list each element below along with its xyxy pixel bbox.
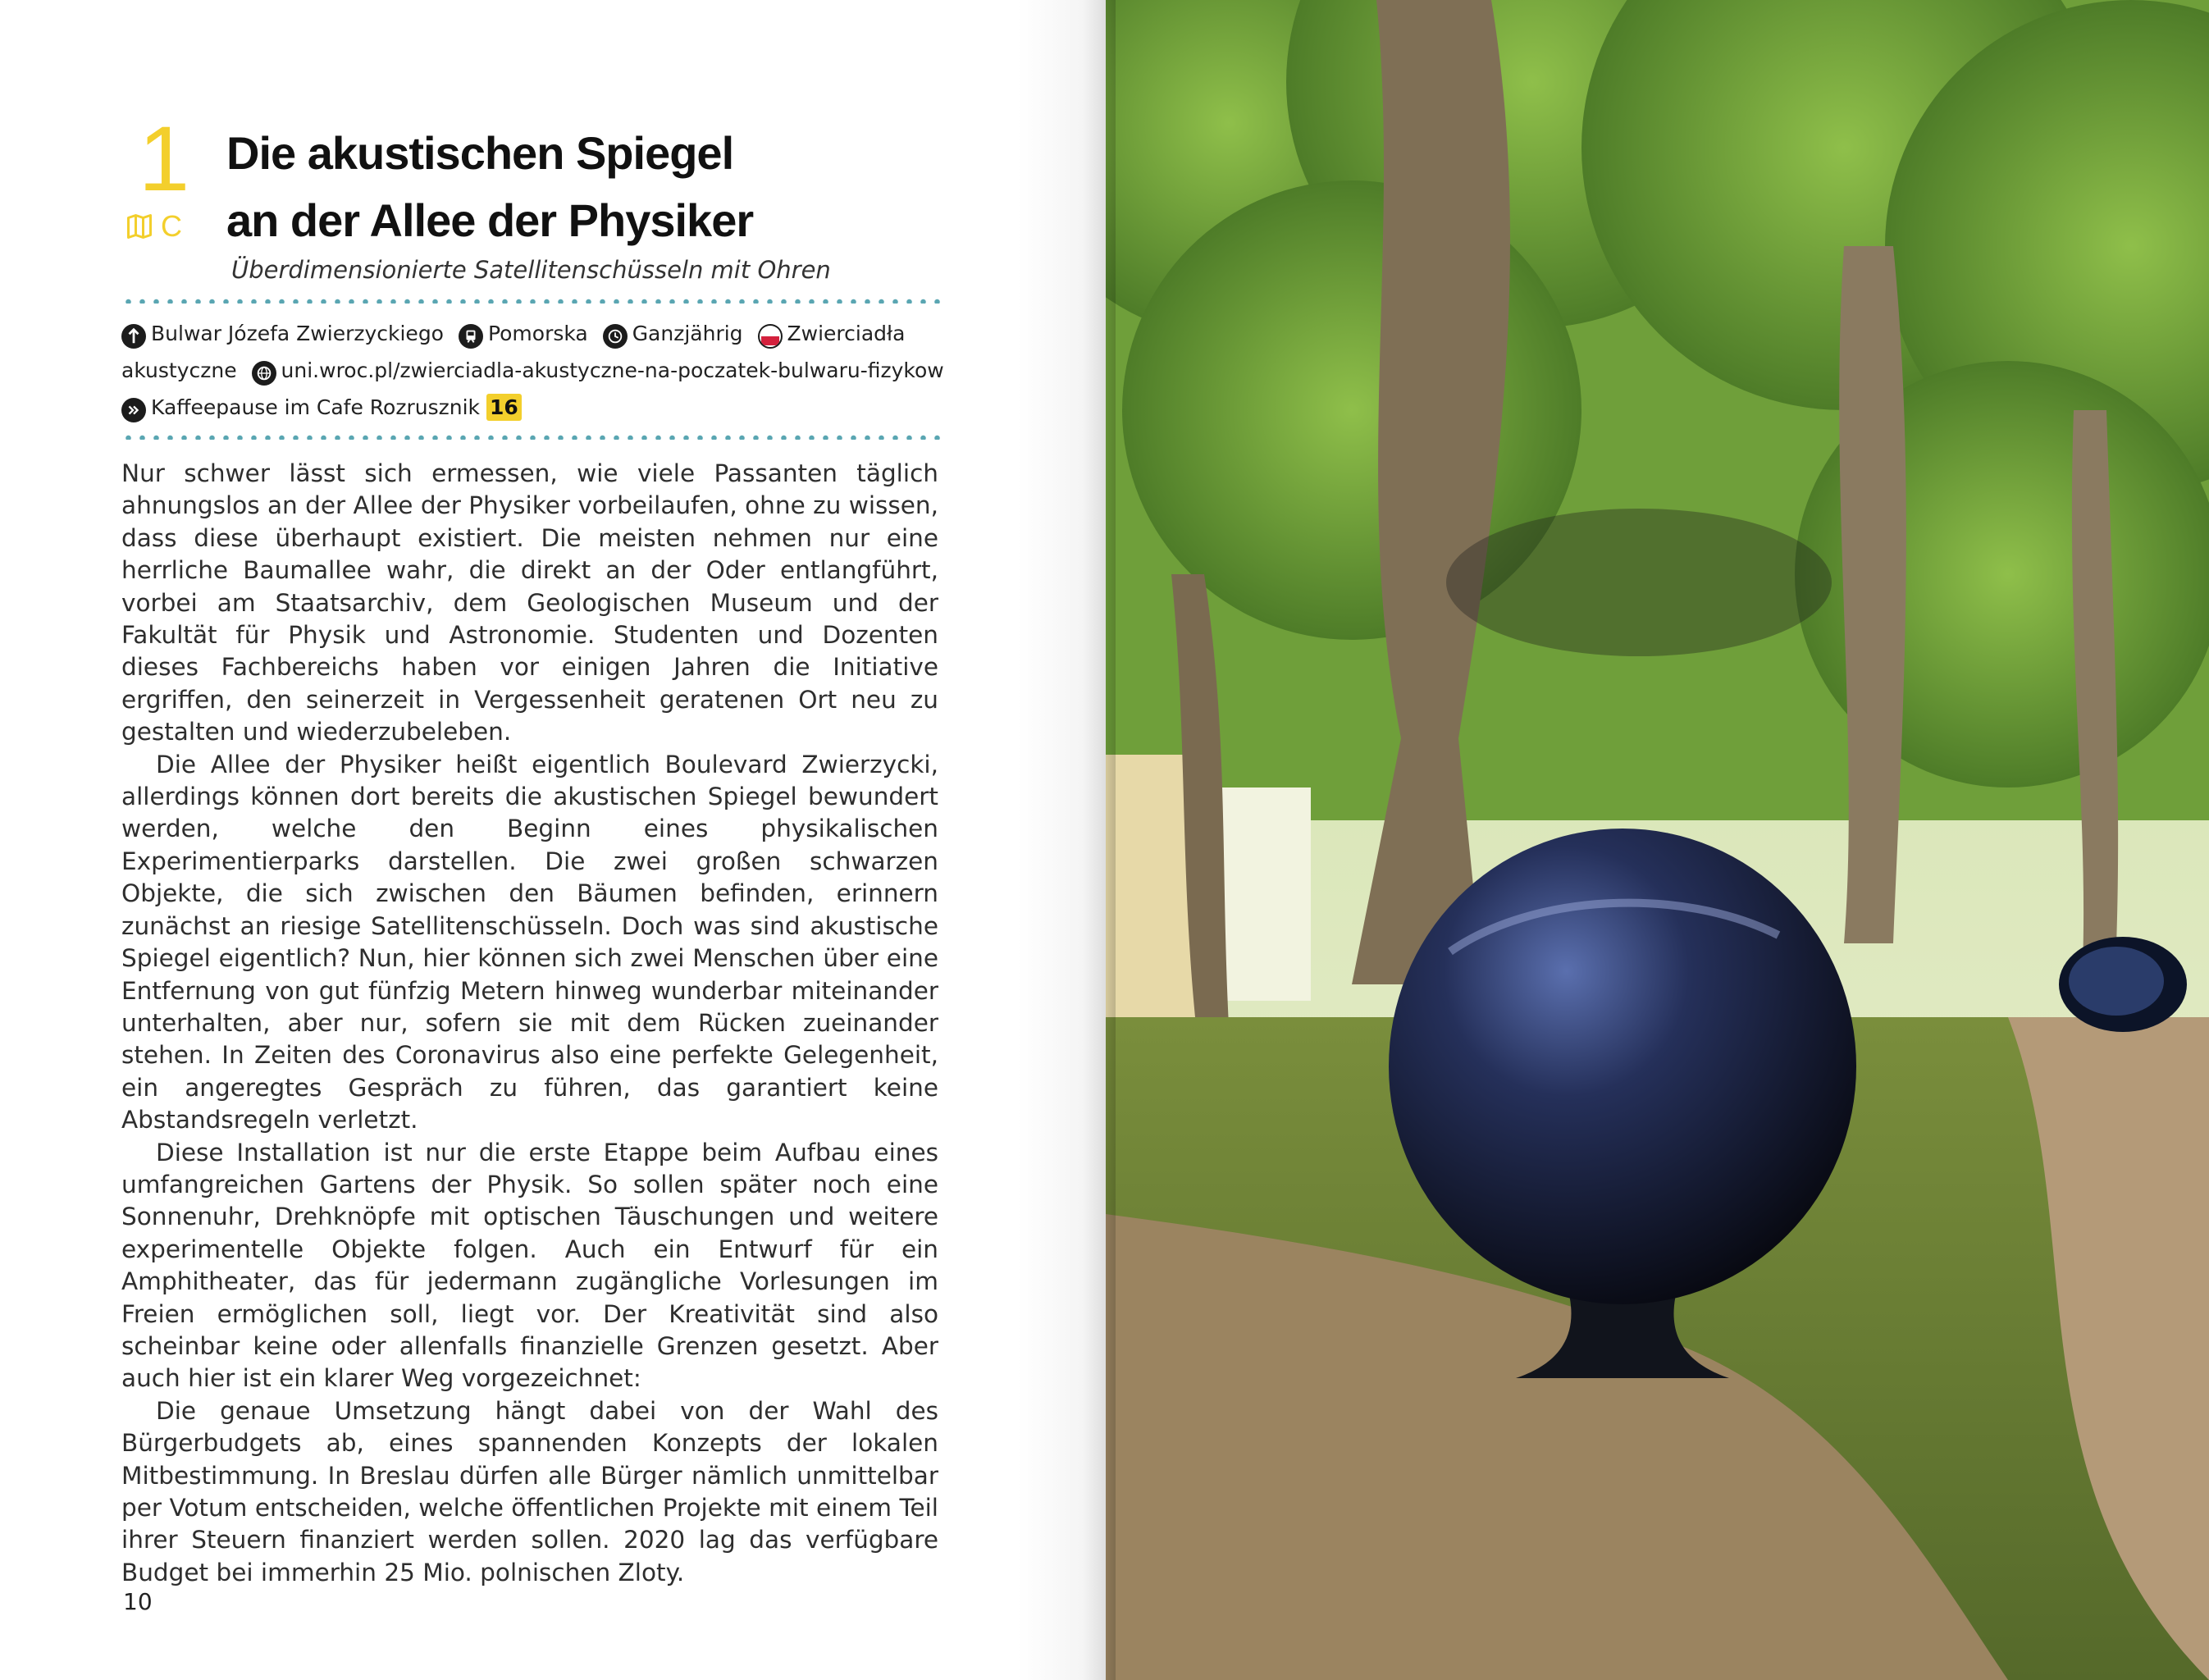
globe-icon xyxy=(252,361,276,386)
paragraph: Nur schwer lässt sich ermessen, wie viele Passanten täglich ahnungslos an der Allee der Physiker vorbeilaufen, ohne zu wissen, dass diese überhaupt existiert. Die meisten nehmen nur eine herrliche Baumallee wahr, die direkt an der Oder entlangführt, vorbei am Staatsarchiv, dem Geologischen Museum und der Fakultät für Physik und Astronomie. Studenten und Dozenten dieses Fachbereichs haben vor einigen Jahren die Initiative ergriffen, den seinerzeit in Vergessenheit geratenen Ort neu zu gestalten und wiederzubeleben. xyxy=(121,459,938,746)
polish-flag-icon xyxy=(758,324,783,349)
location-icon xyxy=(121,324,146,349)
dotted-divider-bottom xyxy=(121,435,942,440)
subtitle: Überdimensionierte Satellitenschüsseln mit Ohren xyxy=(231,256,831,284)
clock-icon xyxy=(603,324,628,349)
website-link[interactable]: uni.wroc.pl/zwierciadla-akustyczne-na-poczatek-bulwaru-fizykow xyxy=(281,358,944,382)
title-line-2: an der Allee der Physiker xyxy=(226,194,754,246)
title-line-1: Die akustischen Spiegel xyxy=(226,127,734,179)
map-reference xyxy=(125,209,182,243)
paragraph: Die Allee der Physiker heißt eigentlich Boulevard Zwierzycki, allerdings können dort bereits die akustischen Spiegel bewundert werden, welche den Beginn eines physikalischen Experimentierparks darstellen. Die zwei großen schwarzen Objekte, die sich zwischen den Bäumen befinden, erinnern zunächst an riesige Satellitenschüsseln. Doch was sind akustische Spiegel eigentlich? Nun, hier können sich zwei Menschen über eine Entfernung von gut fünfzig Metern hinweg wunderbar miteinander unterhalten, aber nur, sofern sie mit dem Rücken zueinander stehen. In Zeiten des Coronavirus also eine perfekte Gelegenheit, ein angeregtes Gespräch zu führen, das garantiert keine Abstandsregeln verletzt. xyxy=(121,750,938,1134)
photo-illustration xyxy=(1106,0,2209,1680)
dotted-divider-top xyxy=(121,299,942,304)
hours-text: Ganzjährig xyxy=(632,322,743,345)
address-text: Bulwar Józefa Zwierzyckiego xyxy=(151,322,444,345)
polish-name-text: Zwierciadła akustyczne xyxy=(121,322,906,382)
body-text xyxy=(121,458,938,1589)
chapter-number: 1 xyxy=(138,107,190,210)
tip-reference-badge: 16 xyxy=(486,394,522,421)
map-grid-letter: C xyxy=(161,209,182,243)
forward-icon xyxy=(121,398,146,422)
gutter-shadow xyxy=(1083,0,1116,1680)
photo-acoustic-mirrors xyxy=(1106,0,2209,1680)
tip-text: Kaffeepause im Cafe Rozrusznik xyxy=(151,395,481,419)
page-title xyxy=(226,120,965,254)
map-icon xyxy=(125,212,154,241)
page-number: 10 xyxy=(123,1588,153,1615)
paragraph: Diese Installation ist nur die erste Etappe beim Aufbau eines umfangreichen Gartens der Physik. So sollen später noch eine Sonnenuhr, Drehknöpfe mit optischen Täuschungen und weitere experimentelle Objekte folgen. Auch ein Entwurf für ein Amphitheater, das für jedermann zugängliche Vorlesungen im Freien ermöglichen soll, liegt vor. Der Kreativität sind also scheinbar keine oder allenfalls finanzielle Grenzen gesetzt. Aber auch hier ist ein klarer Weg vorgezeichnet: xyxy=(121,1138,938,1393)
tram-icon xyxy=(459,324,483,349)
paragraph: Die genaue Umsetzung hängt dabei von der Wahl des Bürgerbudgets ab, eines spannenden Konzepts der lokalen Mitbestimmung. In Breslau dürfen alle Bürger nämlich unmittelbar per Votum entscheiden, welche öffentlichen Projekte mit einem Teil ihrer Steuern finanziert werden sollen. 2020 lag das verfügbare Budget bei immerhin 25 Mio. polnischen Zloty. xyxy=(121,1396,938,1586)
info-box xyxy=(121,315,950,426)
tram-stop-text: Pomorska xyxy=(487,322,588,345)
